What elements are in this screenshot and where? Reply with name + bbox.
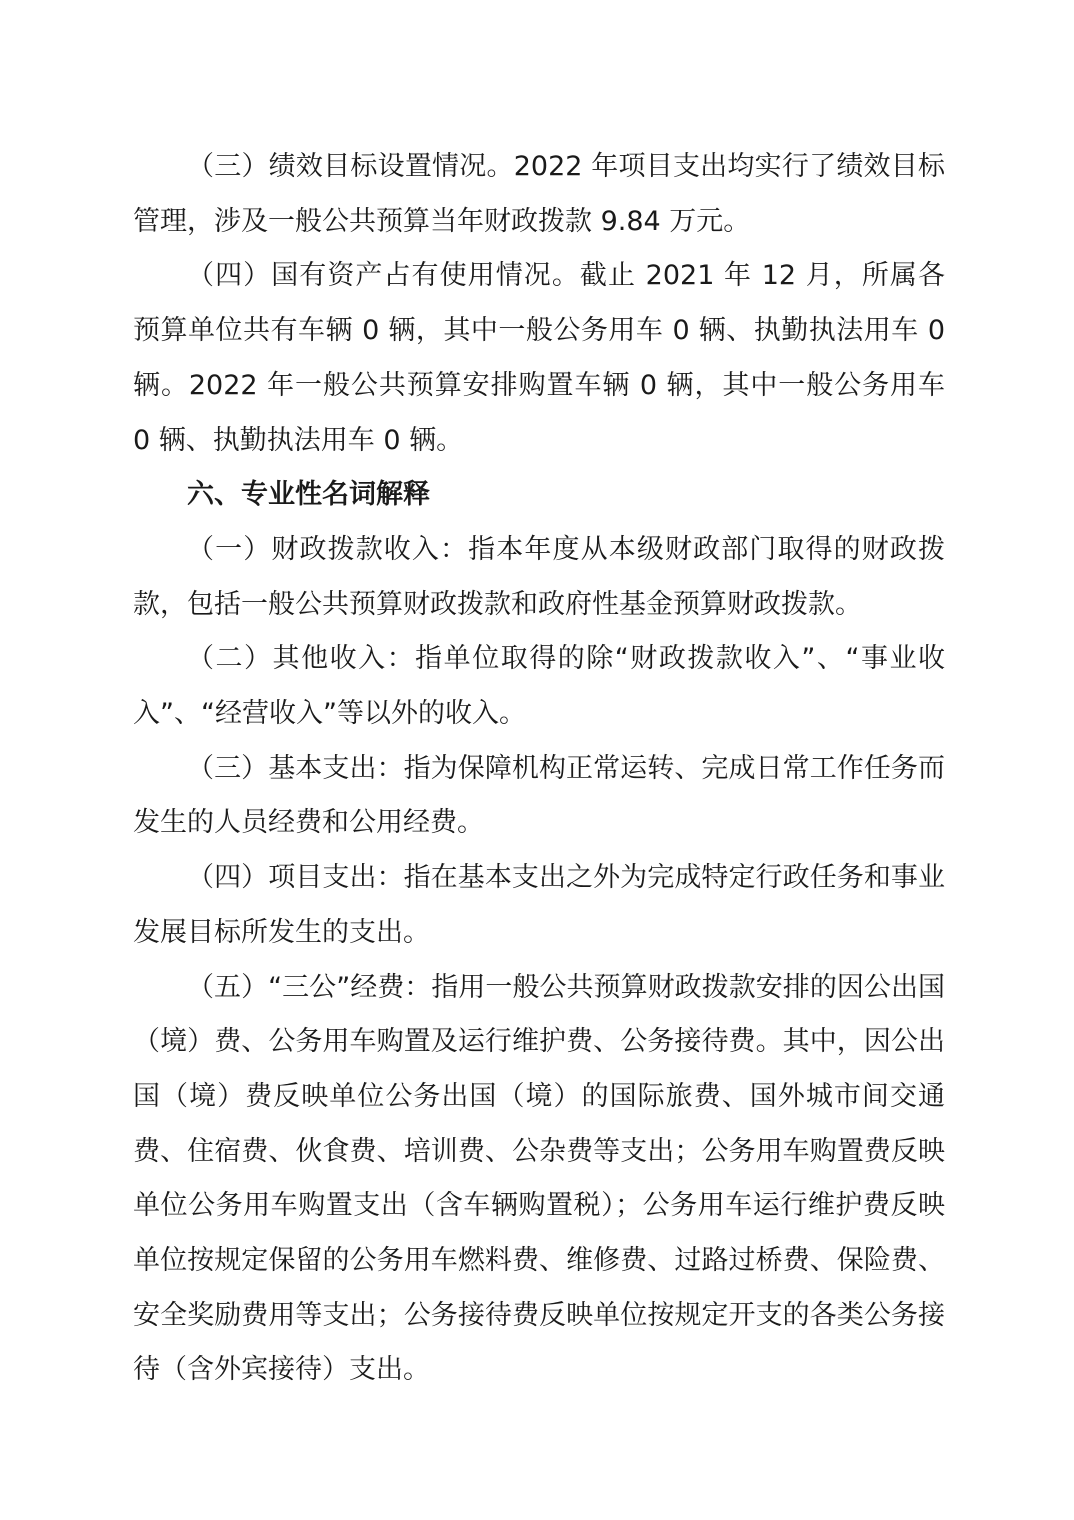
definition-other-income: （二）其他收入：指单位取得的除“财政拨款收入”、“事业收入”、“经营收入”等以外的收入。: [133, 643, 945, 730]
definition-three-public-expenses: （五）“三公”经费：指用一般公共预算财政拨款安排的因公出国（境）费、公务用车购置及运行维护费、公务接待费。其中，因公出国（境）费反映单位公务出国（境）的国际旅费、国外城市间交通费、住宿费、伙食费、培训费、公杂费等支出；公务用车购置费反映单位公务用车购置支出（含车辆购置税）；公务用车运行维护费反映单位按规定保留的公务用车燃料费、维修费、过路过桥费、保险费、安全奖励费用等支出；公务接待费反映单位按规定开支的各类公务接待（含外宾接待）支出。: [133, 971, 945, 1386]
section-heading: 六、专业性名词解释: [187, 479, 430, 511]
document-body: [133, 140, 945, 1398]
definition-basic-expenditure: （三）基本支出：指为保障机构正常运转、完成日常工作任务而发生的人员经费和公用经费。: [133, 752, 945, 839]
definition-fiscal-appropriation-income: （一）财政拨款收入：指本年度从本级财政部门取得的财政拨款，包括一般公共预算财政拨款和政府性基金预算财政拨款。: [133, 533, 945, 620]
paragraph-performance-goals: （三）绩效目标设置情况。2022 年项目支出均实行了绩效目标管理，涉及一般公共预算当年财政拨款 9.84 万元。: [133, 151, 945, 237]
paragraph-state-assets: （四）国有资产占有使用情况。截止 2021 年 12 月，所属各预算单位共有车辆 0 辆，其中一般公务用车 0 辆、执勤执法用车 0 辆。2022 年一般公共预算安排购置车辆 0 辆，其中一般公务用车 0 辆、执勤执法用车 0 辆。: [133, 260, 945, 456]
definition-project-expenditure: （四）项目支出：指在基本支出之外为完成特定行政任务和事业发展目标所发生的支出。: [133, 862, 945, 948]
